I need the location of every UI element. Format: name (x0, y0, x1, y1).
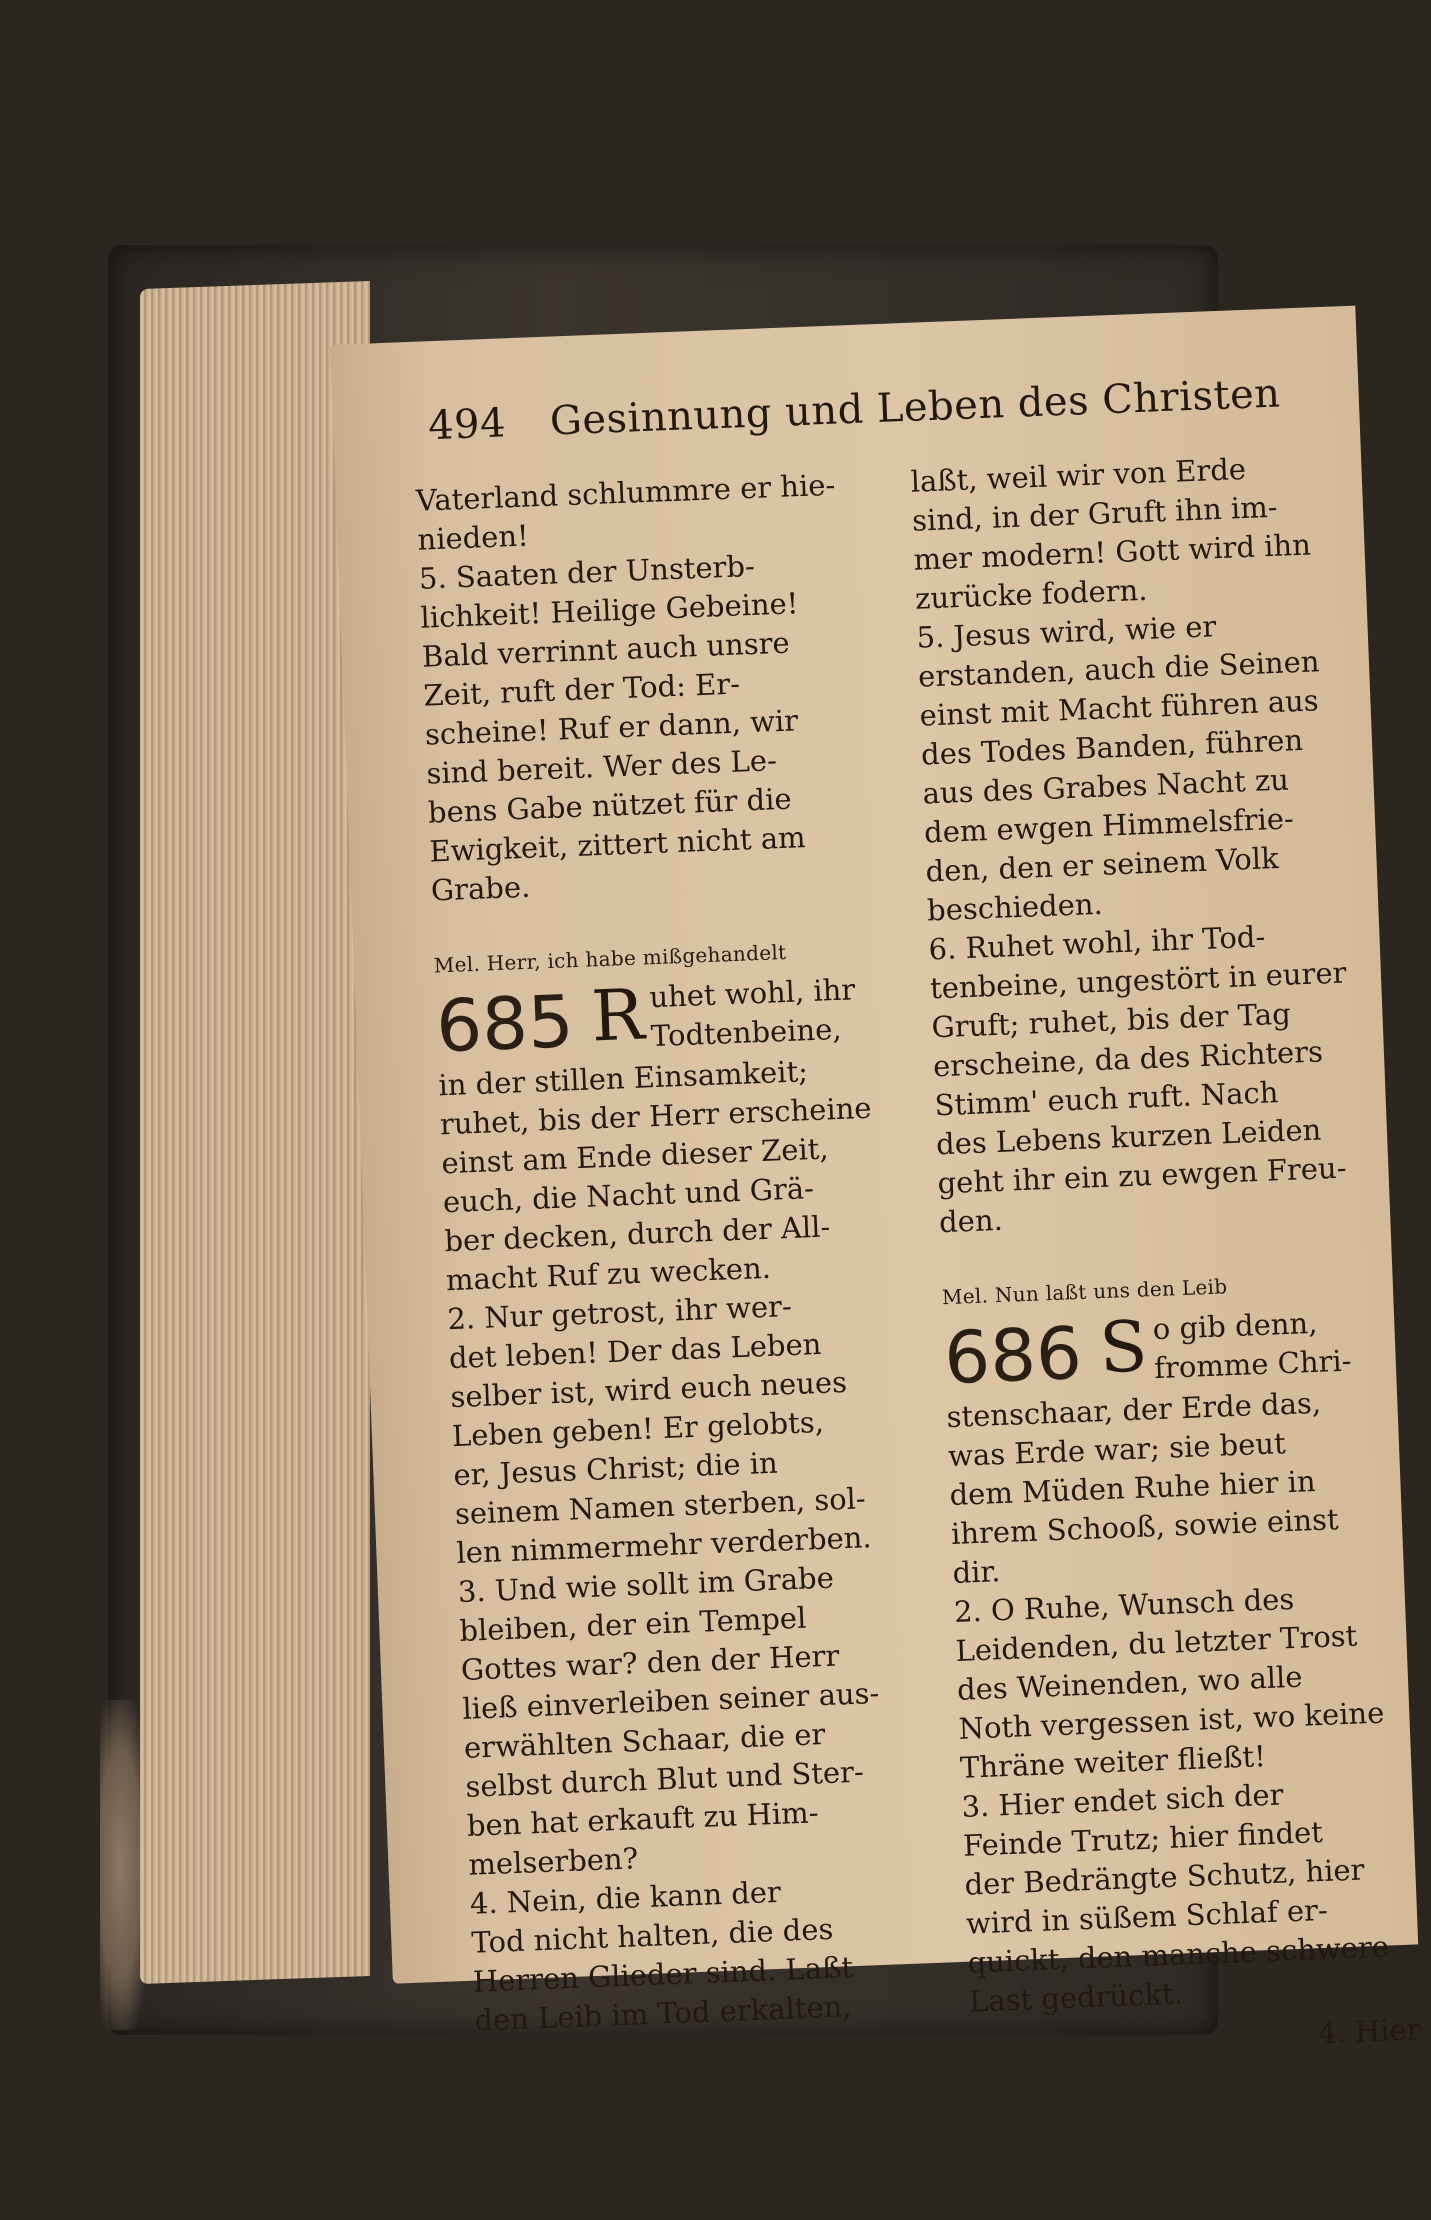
text-line: einst mit Macht führen aus (919, 683, 1320, 733)
text-line: selbst durch Blut und Ster- (464, 1754, 865, 1804)
text-line: Zeit, ruft der Tod: Er- (422, 666, 741, 713)
text-line: euch, die Nacht und Grä- (442, 1171, 815, 1220)
text-line: sind bereit. Wer des Le- (425, 743, 778, 791)
text-line: erwählten Schaar, die er (463, 1717, 826, 1765)
text-line: dem ewgen Himmelsfrie- (923, 801, 1295, 850)
text-line: den. (938, 1202, 1004, 1240)
text-line: len nimmermehr verderben. (455, 1520, 873, 1571)
text-line: nieden! (416, 518, 530, 557)
book-page (330, 306, 1422, 2051)
text-line: tenbeine, ungestört in eurer (929, 955, 1347, 1006)
text-line: fromme Chri- (1153, 1343, 1353, 1386)
text-line: ließ einverleiben seiner aus- (461, 1675, 880, 1726)
text-line: Thräne weiter fließt! (959, 1739, 1267, 1785)
text-line: Leben geben! Er gelobts, (451, 1404, 825, 1454)
text-line: Herren Glieder sind. Laßt (472, 1950, 854, 1999)
text-line: wird in süßem Schlaf er- (965, 1892, 1329, 1941)
text-line: stenschaar, der Erde das, (945, 1385, 1322, 1435)
text-line: den, den er seinem Volk (924, 840, 1280, 889)
text-line: uhet wohl, ihr (648, 972, 856, 1015)
hymn-number: 685 (434, 979, 576, 1069)
right-top-text (910, 445, 1400, 1242)
running-title: Gesinnung und Leben des Christen (549, 370, 1282, 445)
text-line: quickt, den manche schwere (966, 1929, 1390, 1980)
text-line: 5. Jesus wird, wie er (916, 609, 1217, 655)
right-column (910, 445, 1431, 2066)
drop-initial: R (589, 973, 646, 1058)
hymn-686-text (946, 1380, 1431, 2066)
text-line: einst am Ende dieser Zeit, (440, 1131, 830, 1181)
text-line: dir. (951, 1554, 1001, 1590)
text-line: Tod nicht halten, die des (470, 1911, 834, 1960)
text-line: in der stillen Einsamkeit; (437, 1054, 809, 1103)
text-line: dem Müden Ruhe hier in (948, 1464, 1317, 1513)
text-line: melserben? (467, 1841, 639, 1882)
text-line: seinem Namen sterben, sol- (454, 1481, 867, 1532)
text-line: aus des Grabes Nacht zu (922, 762, 1290, 811)
text-line: Last gedrückt. (968, 1976, 1184, 2019)
text-line: zurücke fodern. (914, 572, 1149, 616)
text-line: der Bedrängte Schutz, hier (963, 1852, 1366, 1902)
text-line: 2. Nur getrost, ihr wer- (446, 1289, 793, 1337)
text-line: laßt, weil wir von Erde (910, 451, 1247, 499)
text-line: lichkeit! Heilige Gebeine! (419, 586, 799, 635)
text-line: erscheine, da des Richters (932, 1034, 1324, 1084)
catchword: 4. Hier (1317, 2012, 1422, 2051)
melody-note: Mel. Herr, ich habe mißgehandelt (433, 939, 787, 978)
text-line: 6. Ruhet wohl, ihr Tod- (927, 919, 1266, 967)
text-line: Stimm' euch ruft. Nach (933, 1075, 1279, 1123)
text-line: Gottes war? den der Herr (460, 1638, 840, 1687)
text-line: beschieden. (926, 886, 1104, 928)
melody-note: Mel. Nun laßt uns den Leib (941, 1274, 1228, 1310)
text-line: ben hat erkauft zu Him- (466, 1795, 820, 1843)
page-number: 494 (427, 400, 507, 450)
text-line: Noth vergessen ist, wo keine (957, 1695, 1385, 1746)
text-line: 2. O Ruhe, Wunsch des (953, 1581, 1295, 1629)
text-line: Feinde Trutz; hier findet (962, 1814, 1324, 1863)
left-column (415, 464, 935, 2041)
text-line: erstanden, auch die Seinen (917, 644, 1321, 694)
text-line: den Leib im Tod erkalten, (473, 1989, 853, 2038)
text-line: Leidenden, du letzter Trost (954, 1618, 1358, 1668)
text-line: er, Jesus Christ; die in (452, 1445, 779, 1493)
text-line: des Lebens kurzen Leiden (935, 1112, 1322, 1162)
text-line: ihrem Schooß, sowie einst (950, 1502, 1340, 1552)
text-line: geht ihr ein zu ewgen Freu- (936, 1150, 1348, 1201)
text-line: Bald verrinnt auch unsre (421, 625, 791, 674)
text-line: 5. Saaten der Unsterb- (418, 548, 756, 596)
text-line: o gib denn, (1152, 1305, 1318, 1347)
text-line: bleiben, der ein Tempel (458, 1600, 807, 1648)
text-line: Gruft; ruhet, bis der Tag (930, 996, 1292, 1045)
text-line: Vaterland schlummre er hie- (415, 467, 836, 518)
text-line: 3. Hier endet sich der (960, 1777, 1285, 1824)
text-line: Grabe. (430, 869, 531, 908)
text-line: ber decken, durch der All- (443, 1209, 831, 1259)
text-line: det leben! Der das Leben (448, 1326, 822, 1376)
text-line: sind, in der Gruft ihn im- (911, 489, 1279, 538)
text-line: was Erde war; sie beut (947, 1426, 1287, 1474)
text-line: Todtenbeine, (650, 1011, 843, 1054)
left-top-text (415, 464, 891, 910)
text-line: bens Gabe nützet für die (427, 781, 793, 830)
text-line: selber ist, wird euch neues (449, 1364, 848, 1415)
text-line: 3. Und wie sollt im Grabe (457, 1560, 835, 1609)
text-line: ruhet, bis der Herr erscheine (439, 1090, 873, 1142)
drop-initial: S (1097, 1305, 1150, 1390)
text-line: des Todes Banden, führen (920, 722, 1304, 772)
text-line: 4. Nein, die kann der (469, 1874, 782, 1921)
text-line: scheine! Ruf er dann, wir (424, 703, 799, 752)
page-edges (140, 281, 370, 1984)
hymn-number: 686 (942, 1310, 1084, 1401)
text-line: macht Ruf zu wecken. (445, 1250, 772, 1298)
text-line: des Weinenden, wo alle (956, 1659, 1304, 1707)
text-line: mer modern! Gott wird ihn (913, 527, 1312, 577)
text-line: Ewigkeit, zittert nicht am (428, 820, 807, 869)
hymn-685-text (438, 1049, 935, 2041)
